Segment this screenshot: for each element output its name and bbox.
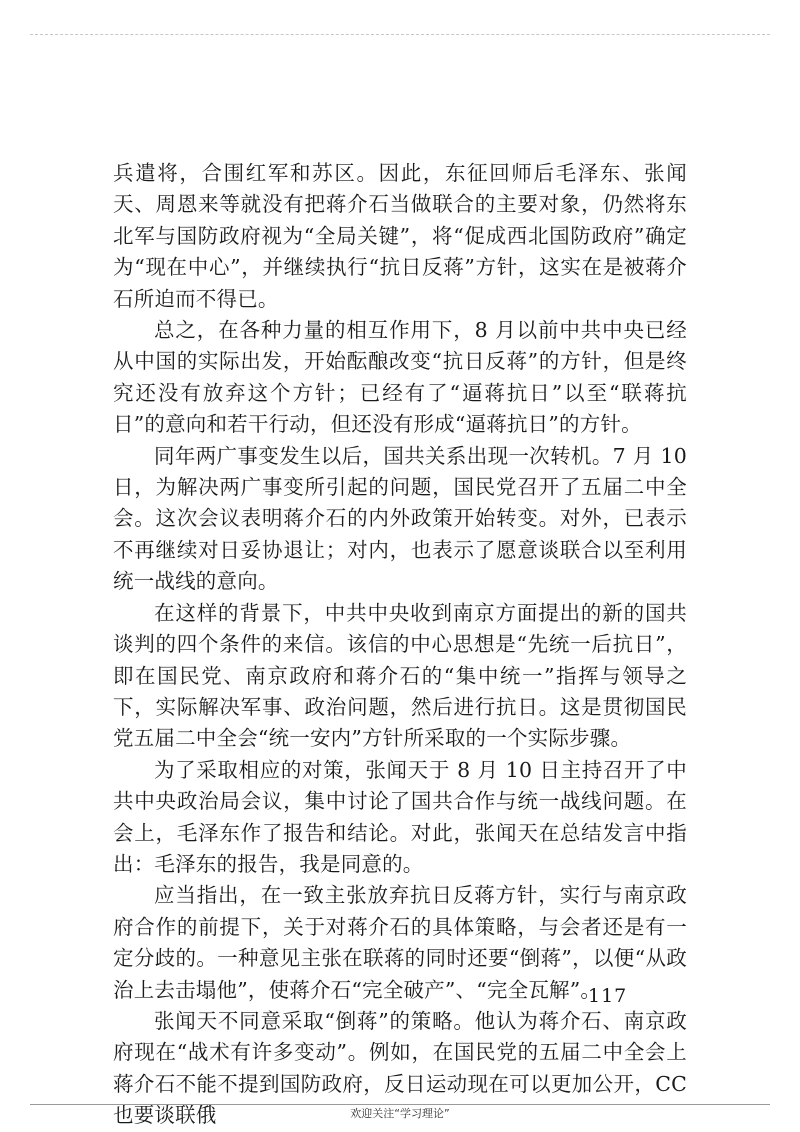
paragraph-2: 总之，在各种力量的相互作用下，8 月以前中共中央已经从中国的实际出发，开始酝酿改变“抗日反蒋”的方针，但是终究还没有放弃这个方针；已经有了“逼蒋抗日”以至“联蒋抗日”的意向和若干行动，但还没有形成“逼蒋抗日”的方针。 [113,318,687,437]
paragraph-3: 同年两广事变发生以后，国共关系出现一次转机。7 月 10 日，为解决两广事变所引起的问题，国民党召开了五届二中全会。这次会议表明蒋介石的内外政策开始转变。对外，已表示不再继续对日妥协退让；对内，也表示了愿意谈联合以至利用统一战线的意向。 [113,443,687,594]
paragraph-7: 张闻天不同意采取“倒蒋”的策略。他认为蒋介石、南京政府现在“战术有许多变动”。例如，在国民党的五届二中全会上蒋介石不能不提到国防政府，反日运动现在可以更加公开，CC 也要谈联俄 [113,1008,687,1128]
paragraph-4: 在这样的背景下，中共中央收到南京方面提出的新的国共谈判的四个条件的来信。该信的中心思想是“先统一后抗日”，即在国民党、南京政府和蒋介石的“集中统一”指挥与领导之下，实际解决军事、政治问题，然后进行抗日。这是贯彻国民党五届二中全会“统一安内”方针所采取的一个实际步骤。 [113,600,687,751]
paragraph-5: 为了采取相应的对策，张闻天于 8 月 10 日主持召开了中共中央政治局会议，集中讨论了国共合作与统一战线问题。在会上，毛泽东作了报告和结论。对此，张闻天在总结发言中指出：毛泽东的报告，我是同意的。 [113,757,687,876]
paragraph-1: 兵遣将，合围红军和苏区。因此，东征回师后毛泽东、张闻天、周恩来等就没有把蒋介石当做联合的主要对象，仍然将东北军与国防政府视为“全局关键”，将“促成西北国防政府”确定为“现在中心”，并继续执行“抗日反蒋”方针，这实在是被蒋介石所迫而不得已。 [113,161,687,311]
page-number: 117 [588,985,628,1007]
paragraph-6: 应当指出，在一致主张放弃抗日反蒋方针，实行与南京政府合作的前提下，关于对蒋介石的具体策略，与会者还是有一定分歧的。一种意见主张在联蒋的同时还要“倒蒋”，以便“从政治上去击塌他”，使蒋介石“完全破产”、“完全瓦解”。 [113,883,687,1002]
top-scan-line [30,34,770,35]
footer-watermark-text: 欢迎关注“学习理论” [350,1107,450,1120]
